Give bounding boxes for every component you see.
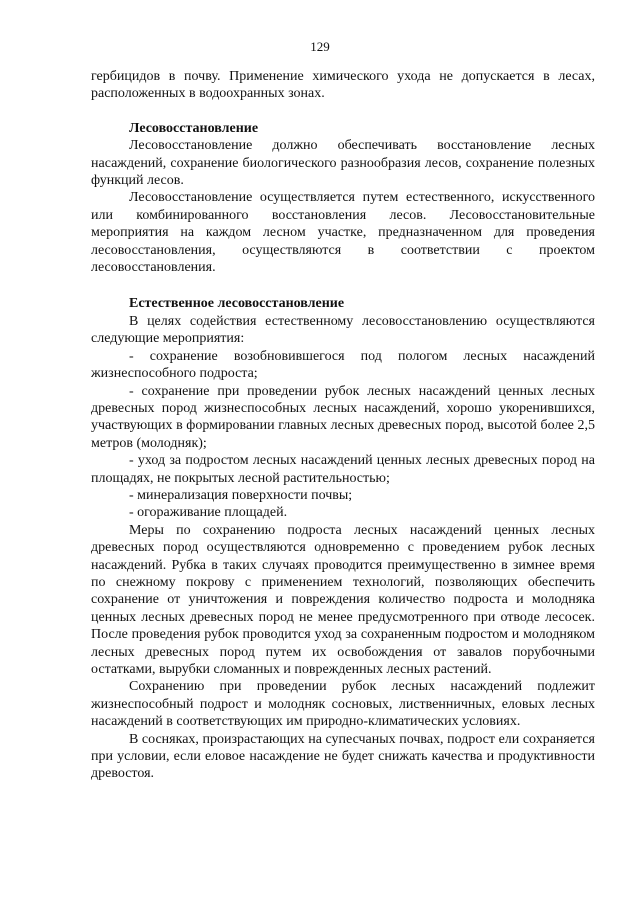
paragraph: Лесовосстановление осуществляется путем естественного, искусственного или комбинированного восстановления лесов. Лесовосстановительные мероприятия на каждом лесном участке, предназначенном для проведения лесовосстановления, осуществляются в соответствии с проектом лесовосстановления. bbox=[91, 190, 595, 276]
paragraph: Сохранению при проведении рубок лесных насаждений подлежит жизнеспособный подрост и молодняк сосновых, лиственничных, еловых лесных насаждений в соответствующих им природно-климатических условиях. bbox=[91, 679, 595, 730]
paragraph: Лесовосстановление должно обеспечивать восстановление лесных насаждений, сохранение биологического разнообразия лесов, сохранение полезных функций лесов. bbox=[91, 138, 595, 189]
section-heading: Естественное лесовосстановление bbox=[129, 296, 345, 312]
paragraph: В сосняках, произрастающих на супесчаных почвах, подрост ели сохраняется при условии, если еловое насаждение не будет снижать качества и продуктивности древостоя. bbox=[91, 731, 595, 782]
paragraph-spacer bbox=[91, 276, 595, 295]
paragraph-spacer bbox=[91, 103, 595, 120]
document-body bbox=[91, 68, 595, 783]
paragraph: - сохранение возобновившегося под пологом лесных насаждений жизнеспособного подроста; bbox=[91, 348, 595, 382]
paragraph: - минерализация поверхности почвы; bbox=[129, 487, 353, 503]
paragraph: - уход за подростом лесных насаждений ценных лесных древесных пород на площадях, не покрытых лесной растительностью; bbox=[91, 453, 595, 486]
section-heading: Лесовосстановление bbox=[129, 120, 259, 136]
paragraph: Меры по сохранению подроста лесных насаждений ценных лесных древесных пород осуществляются одновременно с проведением рубок лесных насаждений. Рубка в таких случаях проводится преимущественно в зимнее время по снежному покрову с применением технологий, позволяющих обеспечить сохранение от уничтожения и повреждения количество подроста и молодняка ценных лесных древесных пород не менее предусмотренного при отводе лесосек. После проведения рубок проводится уход за сохраненным подростом и молодняком лесных древесных пород путем их освобождения от завалов порубочными остатками, вырубки сломанных и поврежденных лесных растений. bbox=[91, 522, 595, 677]
paragraph: - огораживание площадей. bbox=[129, 505, 288, 521]
paragraph: В целях содействия естественному лесовосстановлению осуществляются следующие мероприятия: bbox=[91, 313, 595, 347]
paragraph: - сохранение при проведении рубок лесных насаждений ценных лесных древесных пород жизнеспособных лесных насаждений, хорошо укоренившихся, участвующих в формировании главных лесных древесных пород, высотой более 2,5 метров (молодняк); bbox=[91, 383, 595, 451]
page-number: 129 bbox=[310, 39, 330, 54]
paragraph: гербицидов в почву. Применение химического ухода не допускается в лесах, расположенных в водоохранных зонах. bbox=[91, 69, 595, 102]
